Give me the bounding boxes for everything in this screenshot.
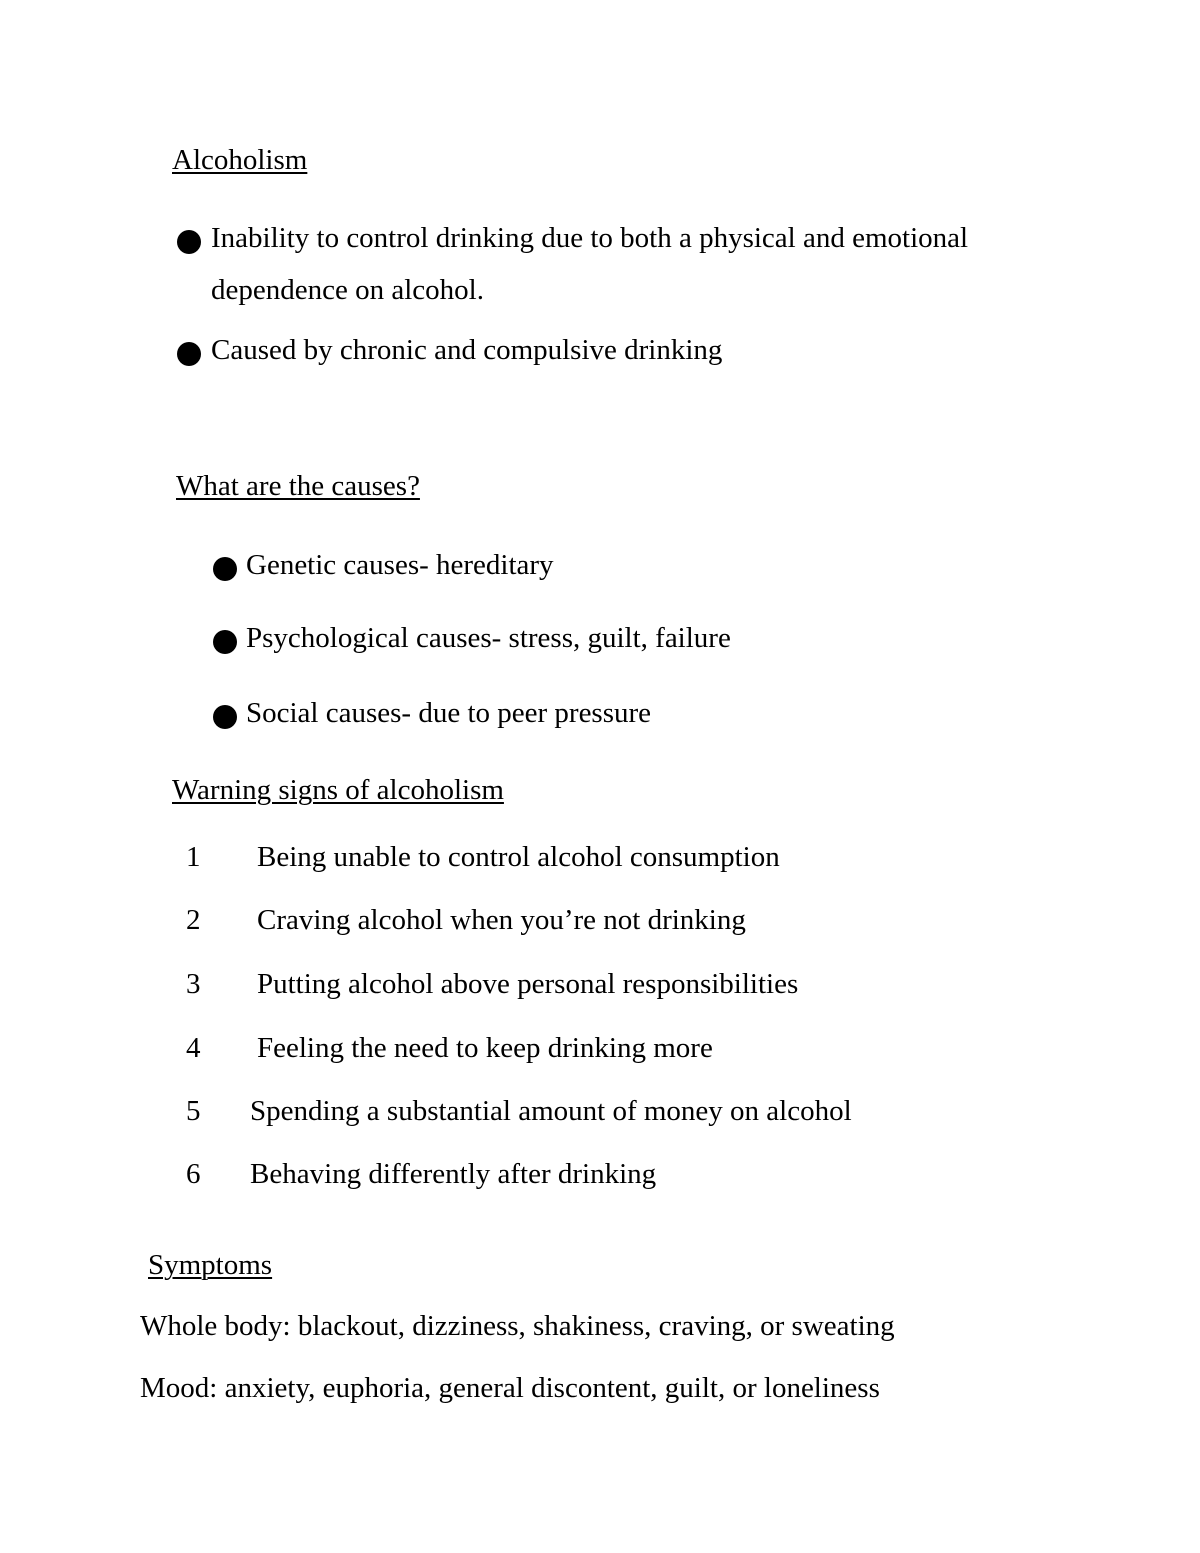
causes-heading: What are the causes? xyxy=(176,470,420,502)
alcoholism-definition-line-2: dependence on alcohol. xyxy=(211,274,484,306)
alcoholism-definition-line-1: Inability to control drinking due to both a physical and emotional xyxy=(211,222,969,254)
alcoholism-cause-line: Caused by chronic and compulsive drinking xyxy=(211,334,723,366)
warning-sign-text: Being unable to control alcohol consumption xyxy=(257,841,780,873)
warning-sign-text: Craving alcohol when you’re not drinking xyxy=(257,904,746,936)
warning-sign-text: Putting alcohol above personal responsibilities xyxy=(257,968,799,1000)
bullet-icon xyxy=(213,630,237,654)
warning-sign-text: Spending a substantial amount of money on alcohol xyxy=(250,1095,852,1127)
warning-sign-number: 2 xyxy=(186,904,201,936)
warning-sign-text: Behaving differently after drinking xyxy=(250,1158,657,1190)
bullet-icon xyxy=(213,557,237,581)
warning-sign-number: 4 xyxy=(186,1032,201,1064)
bullet-icon xyxy=(213,705,237,729)
bullet-icon xyxy=(177,342,201,366)
bullet-icon xyxy=(177,230,201,254)
warning-sign-number: 3 xyxy=(186,968,201,1000)
warning-sign-number: 6 xyxy=(186,1158,201,1190)
warning-sign-text: Feeling the need to keep drinking more xyxy=(257,1032,713,1064)
warning-sign-number: 5 xyxy=(186,1095,201,1127)
symptoms-heading: Symptoms xyxy=(148,1249,273,1281)
cause-item-social: Social causes- due to peer pressure xyxy=(246,697,652,729)
symptoms-mood: Mood: anxiety, euphoria, general discontent, guilt, or loneliness xyxy=(140,1372,880,1404)
warning-signs-heading: Warning signs of alcoholism xyxy=(172,774,504,806)
cause-item-genetic: Genetic causes- hereditary xyxy=(246,549,554,581)
alcoholism-heading: Alcoholism xyxy=(172,144,308,176)
symptoms-whole-body: Whole body: blackout, dizziness, shakiness, craving, or sweating xyxy=(140,1310,895,1342)
cause-item-psychological: Psychological causes- stress, guilt, failure xyxy=(246,622,731,654)
warning-sign-number: 1 xyxy=(186,841,201,873)
